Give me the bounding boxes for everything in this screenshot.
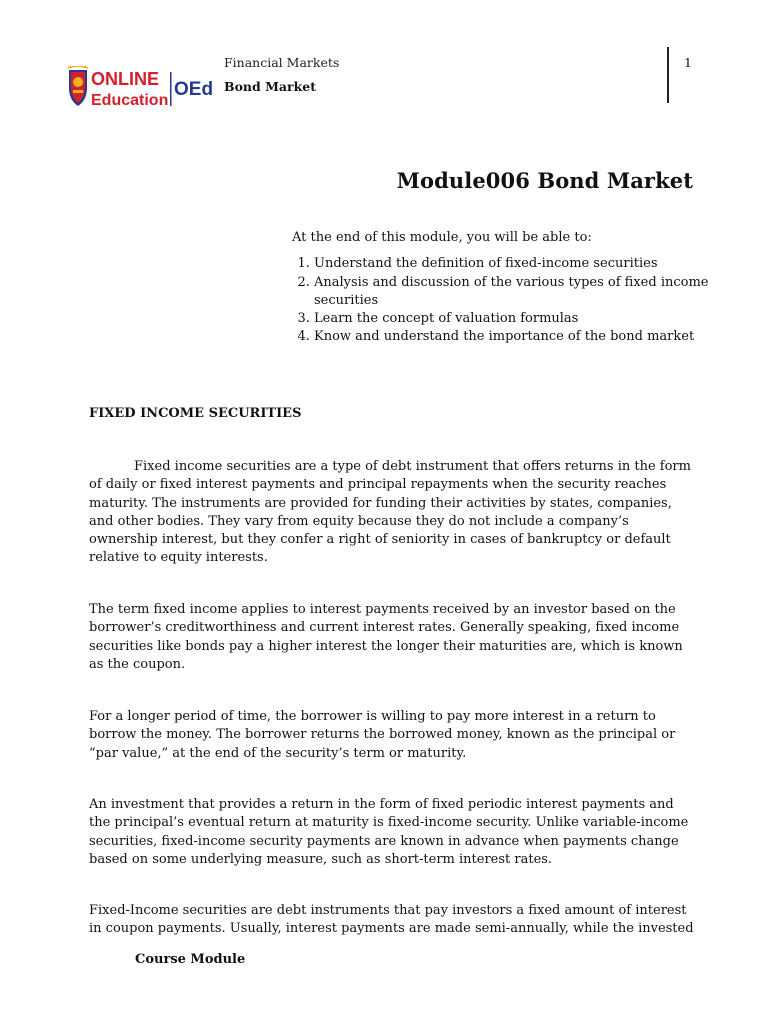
objectives-list [292, 255, 712, 346]
objective-item: 3. Learn the concept of valuation formulas [314, 310, 712, 328]
paragraph-4: An investment that provides a return in the form of fixed periodic interest payments and the principal’s eventual return at maturity is fixed-income security. Unlike variable-income securities, fixed-income security payments are known in advance when payments change based on some underlying measure, such as short-term interest rates. [89, 797, 689, 867]
objective-item: 1. Understand the definition of fixed-income securities [314, 255, 712, 273]
paragraph-3: For a longer period of time, the borrower is willing to pay more interest in a return to borrow the money. The borrower returns the borrowed money, known as the principal or “par value,” at the end of the security’s term or maturity. [89, 709, 676, 761]
header-divider [667, 47, 669, 103]
learning-objectives [292, 229, 712, 347]
section-heading: FIXED INCOME SECURITIES [89, 406, 302, 421]
paragraph-1: Fixed income securities are a type of debt instrument that offers returns in the form of daily or fixed interest payments and principal repayments when the security reaches maturity. The instruments are provided for funding their activities by states, companies, and other bodies. They vary from equity because they do not include a company’s ownership interest, but they confer a right of seniority in cases of bankruptcy or default relative to equity interests. [89, 459, 691, 566]
header-course-name: Financial Markets [224, 55, 340, 70]
objectives-intro: At the end of this module, you will be able to: [292, 230, 592, 245]
page-number: 1 [684, 55, 692, 70]
logo-line1: ONLINE [91, 69, 160, 89]
paragraph-2: The term fixed income applies to interest payments received by an investor based on the borrower’s creditworthiness and current interest rates. Generally speaking, fixed income securities like bonds pay a higher interest the longer their maturities are, which is known as the coupon. [89, 602, 683, 672]
university-crest-icon [68, 66, 88, 106]
objective-item: 4. Know and understand the importance of the bond market [314, 328, 712, 346]
online-education-logo [66, 66, 218, 110]
header-topic: Bond Market [224, 79, 316, 94]
module-title: Module006 Bond Market [396, 168, 693, 193]
logo-abbr: OEd [174, 79, 214, 100]
paragraph-5: Fixed-Income securities are debt instruments that pay investors a fixed amount of interest in coupon payments. Usually, interest payments are made semi-annually, while the invested [89, 903, 694, 937]
logo-line2: Education [91, 92, 169, 109]
objective-item: 2. Analysis and discussion of the various types of fixed income securities [314, 274, 712, 311]
footer-course-module: Course Module [135, 952, 246, 967]
